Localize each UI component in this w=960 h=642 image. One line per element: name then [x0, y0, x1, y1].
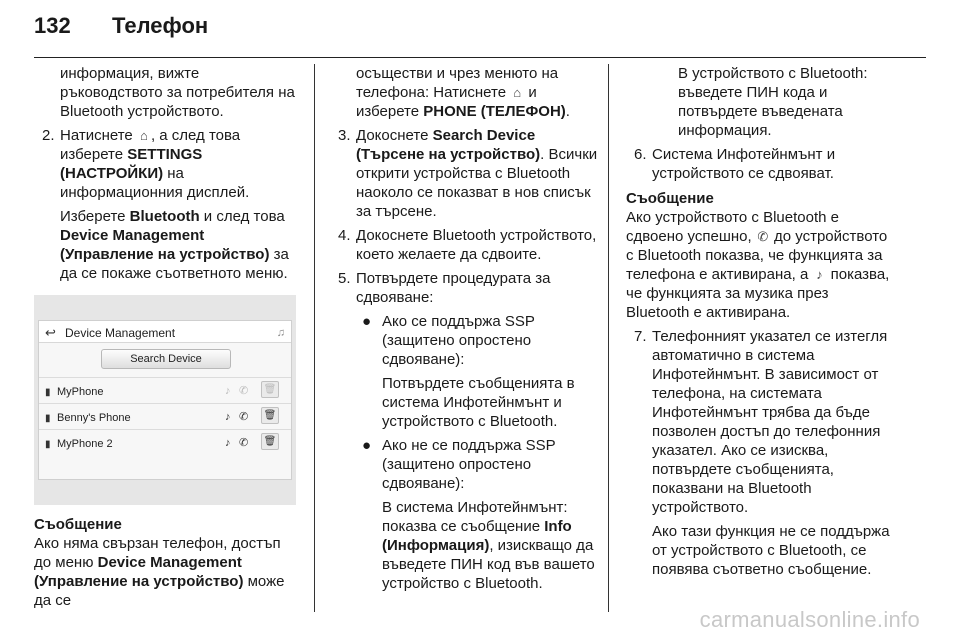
device-management-screenshot — [34, 295, 296, 505]
note-heading: Съобщение — [626, 190, 714, 207]
chapter-title: Телефон — [112, 13, 209, 38]
note-heading: Съобщение — [34, 516, 122, 533]
column-divider — [608, 64, 609, 612]
phone-link-icon: ✆ — [757, 229, 769, 244]
column-divider — [314, 64, 315, 612]
list-item: 4. Докоснете Bluetooth устройството, което желаете да сдвоите. — [338, 227, 597, 263]
bullet-item: ● Ако се поддържа SSP (защитено опростено сдвояване): — [362, 313, 535, 368]
paragraph: информация, вижте ръководството за потребителя на Bluetooth устройството. — [60, 65, 295, 120]
delete-icon[interactable]: 🗑 — [261, 381, 279, 398]
device-row[interactable] — [39, 403, 291, 427]
column-3 — [626, 64, 896, 584]
music-link-icon: ♪ — [225, 437, 231, 449]
screen-title-bar — [39, 321, 291, 343]
column-2 — [330, 64, 600, 598]
device-name: MyPhone 2 — [57, 438, 113, 450]
device-name: MyPhone — [57, 386, 104, 398]
paragraph: В устройството с Bluetooth: въведете ПИН кода и потвърдете въведената информация. — [678, 65, 868, 139]
column-1 — [34, 64, 296, 615]
paragraph: Ако тази функция не се поддържа от устройството с Bluetooth, се появява съответно съобщение. — [652, 523, 890, 578]
page-header — [34, 8, 926, 58]
device-name: Benny's Phone — [57, 412, 131, 424]
back-arrow-icon[interactable]: ↩ — [45, 325, 56, 340]
music-link-icon: ♪ — [225, 411, 231, 423]
note-text: Ако устройството с Bluetooth е сдвоено успешно, ✆ до устройството с Bluetooth показва, че функцията за телефона е активирана, а ♪ показва, че функцията за музика през Bluetooth е активирана. — [626, 209, 890, 321]
delete-icon[interactable]: 🗑 — [261, 407, 279, 424]
phone-link-icon: ✆ — [239, 385, 249, 397]
phone-link-icon: ✆ — [239, 411, 249, 423]
note-text: Ако няма свързан телефон, достъп до меню Device Management (Управление на устройство) може да се — [34, 535, 285, 609]
screen-panel — [38, 320, 292, 480]
list-item: 3. Докоснете Search Device (Търсене на устройство). Всички открити устройства с Bluetooth наоколо се показват в нов списък за търсене. — [338, 127, 598, 220]
paragraph: В система Инфотейнмънт: показва се съобщение Info (Информация), изискващо да въведете ПИН код във вашето устройство с Bluetooth. — [382, 499, 595, 592]
search-device-button[interactable]: Search Device — [101, 349, 231, 369]
music-link-icon: ♪ — [816, 267, 823, 282]
page-number: 132 — [34, 13, 71, 38]
watermark: carmanualsonline.info — [699, 607, 920, 632]
list-item: 6. Система Инфотейнмънт и устройството се сдвояват. — [634, 146, 836, 182]
list-item: 2. Натиснете ⌂ , а след това изберете SETTINGS (НАСТРОЙКИ) на информационния дисплей. — [42, 127, 250, 201]
home-icon: ⌂ — [140, 128, 148, 143]
phone-device-icon: ▮ — [45, 387, 51, 398]
bullet-item: ● Ако не се поддържа SSP (защитено опростено сдвояване): — [362, 437, 556, 492]
paragraph: Потвърдете съобщенията в система Инфотейнмънт и устройството с Bluetooth. — [382, 375, 575, 430]
paragraph: осъществи и чрез менюто на телефона: Натиснете ⌂ и изберете PHONE (ТЕЛЕФОН). — [356, 65, 570, 120]
phone-device-icon: ▮ — [45, 439, 51, 450]
favorites-icon[interactable]: ♫ — [276, 327, 285, 339]
list-item: 7. Телефонният указател се изтегля автоматично в система Инфотейнмънт. В зависимост от телефона, на системата Инфотейнмънт трябва да бъде позволен достъп до телефонния указател. Ако се изисква, потвърдете съобщенията, показвани на Bluetooth устройството. — [634, 328, 888, 516]
phone-device-icon: ▮ — [45, 413, 51, 424]
list-item: 5. Потвърдете процедурата за сдвояване: — [338, 270, 551, 306]
music-link-icon: ♪ — [225, 385, 231, 397]
screen-title: Device Management — [65, 326, 176, 340]
paragraph: Изберете Bluetooth и след това Device Management (Управление на устройство) за да се покаже съответното меню. — [60, 208, 289, 282]
device-row[interactable] — [39, 377, 291, 401]
delete-icon[interactable]: 🗑 — [261, 433, 279, 450]
device-row[interactable] — [39, 429, 291, 453]
home-icon: ⌂ — [513, 85, 522, 100]
phone-link-icon: ✆ — [239, 437, 249, 449]
